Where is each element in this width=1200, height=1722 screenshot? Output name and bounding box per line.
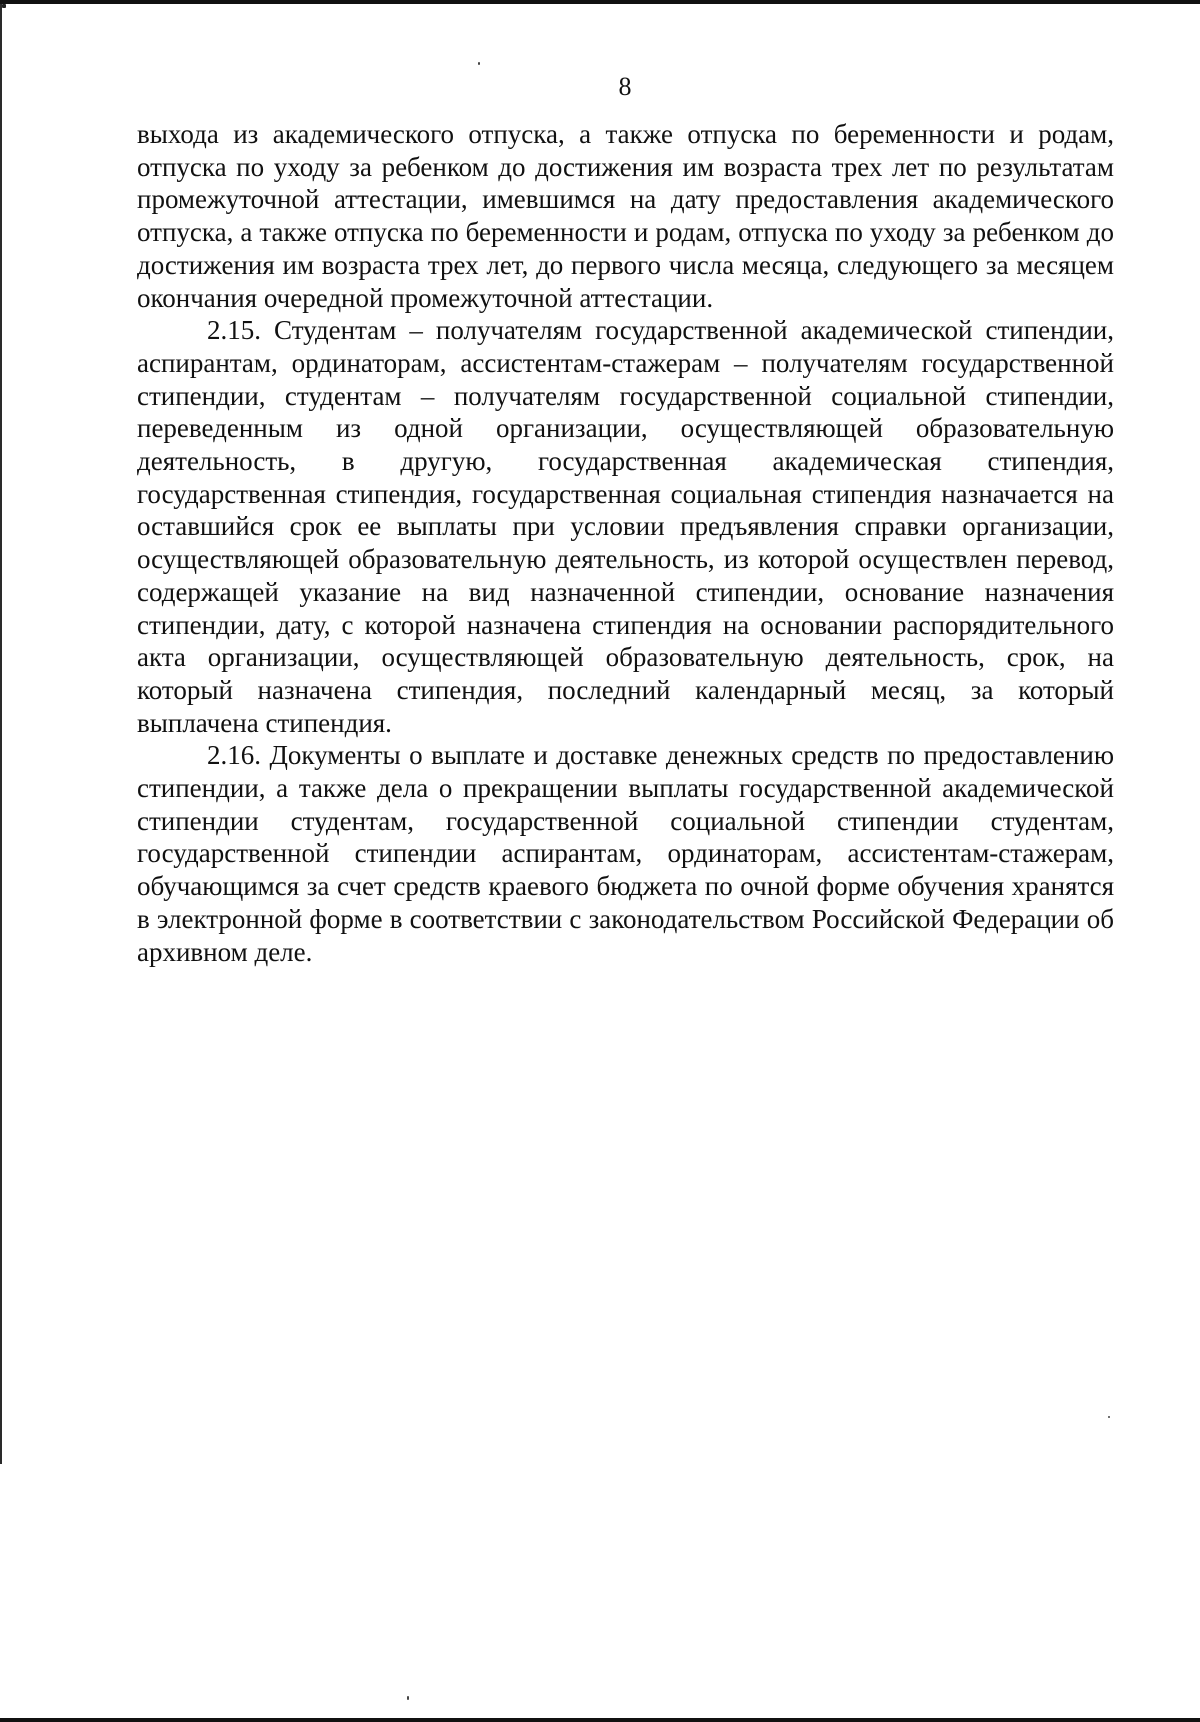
document-body [137,118,1114,968]
scan-bottom-border [0,1718,1200,1722]
scan-left-border [0,4,2,1464]
paragraph-continuation: выхода из академического отпуска, а также отпуска по беременности и родам, отпуска по уходу за ребенком до достижения им возраста трех лет по результатам промежуточной аттестации, имевшимся на дату предоставления академического отпуска, а также отпуска по беременности и родам, отпуска по уходу за ребенком до достижения им возраста трех лет, до первого числа месяца, следующего за месяцем окончания очередной промежуточной аттестации. [137,119,1114,313]
scan-speck [407,1696,409,1700]
paragraph-2-15: 2.15. Студентам – получателям государственной академической стипендии, аспирантам, ординаторам, ассистентам-стажерам – получателям государственной стипендии, студентам – получателям государственной социальной стипендии, переведенным из одной организации, осуществляющей образовательную деятельность, в другую, государственная академическая стипендия, государственная стипендия, государственная социальная стипендия назначается на оставшийся срок ее выплаты при условии предъявления справки организации, осуществляющей образовательную деятельность, из которой осуществлен перевод, содержащей указание на вид назначенной стипендии, основание назначения стипендии, дату, с которой назначена стипендия на основании распорядительного акта организации, осуществляющей образовательную деятельность, срок, на который назначена стипендия, последний календарный месяц, за который выплачена стипендия. [137,315,1114,738]
scan-speck [478,62,480,65]
scan-top-border [0,0,1200,4]
paragraph-2-16: 2.16. Документы о выплате и доставке денежных средств по предоставлению стипендии, а также дела о прекращении выплаты государственной академической стипендии студентам, государственной социальной стипендии студентам, государственной стипендии аспирантам, ординаторам, ассистентам-стажерам, обучающимся за счет средств краевого бюджета по очной форме обучения хранятся в электронной форме в соответствии с законодательством Российской Федерации об архивном деле. [137,740,1114,967]
scan-speck [1108,1416,1110,1418]
page-number: 8 [618,72,632,101]
scan-speck [2,4,6,8]
